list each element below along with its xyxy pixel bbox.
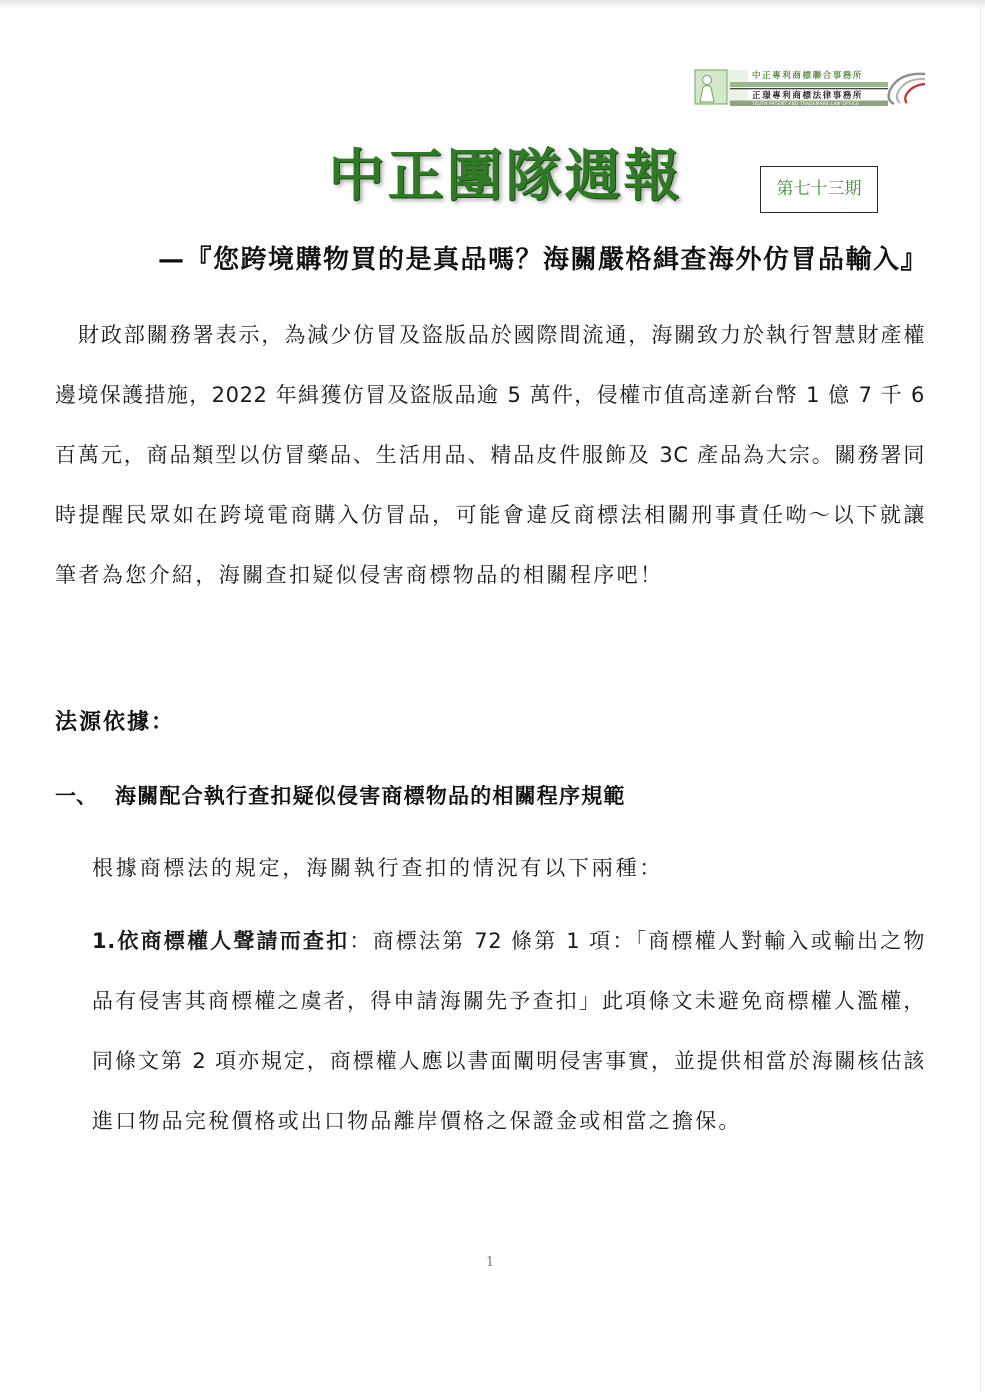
section-number: 一、	[55, 784, 97, 808]
logo-firm-name-2: 正璟專利商標法律事務所	[752, 91, 864, 101]
legal-basis-heading: 法源依據：	[55, 710, 176, 735]
newsletter-title: 中正團隊週報	[328, 144, 683, 209]
page-top-shadow	[0, 0, 985, 9]
logo-firm-name-en: TRUTH PATENT AND TRADEMARK LAW OFFICE	[752, 101, 860, 106]
point-1-line: 品有侵害其商標權之虞者，得申請海關先予查扣」此項條文未避免商標權人濫權，	[92, 989, 925, 1013]
point-1-line: 同條文第 2 項亦規定，商標權人應以書面闡明侵害事實，並提供相當於海關核估該	[92, 1049, 925, 1073]
point-1-line	[92, 911, 925, 971]
logo-emblem-head	[703, 76, 712, 85]
article-subtitle: —『您跨境購物買的是真品嗎？海關嚴格緝查海外仿冒品輸入』	[157, 245, 928, 275]
logo-swoosh-red	[905, 84, 925, 103]
point-1-line-1-text: ：商標法第 72 條第 1 項：「商標權人對輸入或輸出之物	[349, 929, 925, 953]
intro-line: 邊境保護措施，2022 年緝獲仿冒及盜版品逾 5 萬件，侵權市值高達新台幣 1 億 7 千 6	[55, 383, 925, 407]
section-title: 海關配合執行查扣疑似侵害商標物品的相關程序規範	[115, 784, 626, 808]
issue-number-badge: 第七十三期	[760, 166, 878, 213]
intro-paragraph	[55, 305, 925, 605]
point-1-paragraph	[92, 911, 925, 1151]
point-1-label: 1.依商標權人聲請而查扣	[92, 929, 350, 953]
logo-band-upper	[730, 82, 888, 87]
page-right-edge	[980, 0, 981, 1392]
section-lead-text: 根據商標法的規定，海關執行查扣的情況有以下兩種：	[92, 856, 664, 880]
firm-logo	[694, 68, 928, 108]
intro-line: 財政部關務署表示，為減少仿冒及盜版品於國際間流通，海關致力於執行智慧財產權	[78, 323, 925, 347]
firm-logo-graphic	[694, 68, 928, 108]
intro-line: 時提醒民眾如在跨境電商購入仿冒品，可能會違反商標法相關刑事責任呦～以下就讓	[55, 503, 925, 527]
intro-line: 百萬元，商品類型以仿冒藥品、生活用品、精品皮件服飾及 3C 產品為大宗。關務署同	[55, 443, 925, 467]
logo-swoosh-gray-2	[897, 79, 925, 103]
logo-firm-name-1: 中正專利商標聯合事務所	[752, 71, 864, 81]
logo-rule	[730, 88, 888, 89]
page-number: 1	[485, 1255, 495, 1270]
point-1-line: 進口物品完稅價格或出口物品離岸價格之保證金或相當之擔保。	[92, 1109, 742, 1133]
intro-line: 筆者為您介紹，海關查扣疑似侵害商標物品的相關程序吧！	[55, 563, 664, 587]
